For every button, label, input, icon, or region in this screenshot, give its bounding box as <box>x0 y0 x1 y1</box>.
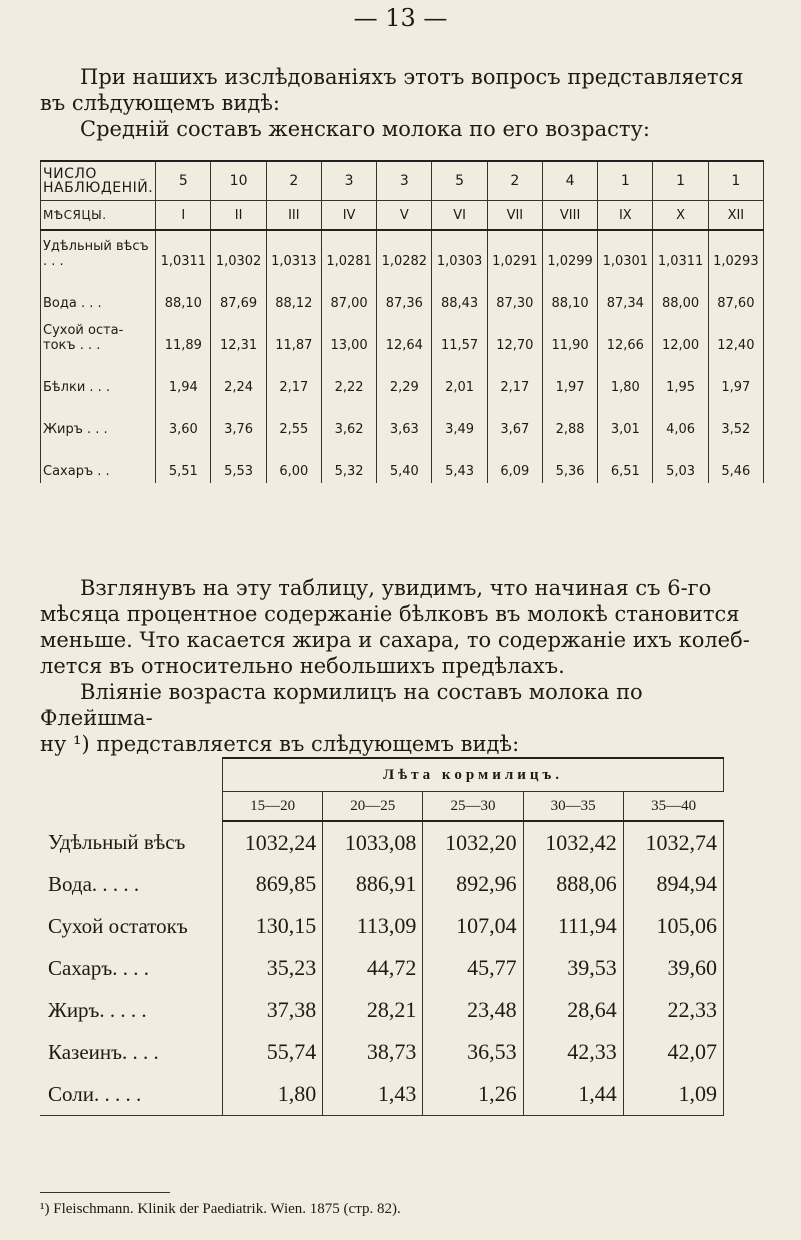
value-cell: 6,00 <box>266 441 321 483</box>
row-label: Вода. . . . . <box>40 863 223 905</box>
value-cell: 1,80 <box>598 357 653 399</box>
value-cell: 12,40 <box>708 315 763 357</box>
value-cell: 12,00 <box>653 315 708 357</box>
value-cell: 5,36 <box>542 441 597 483</box>
count-cell: 3 <box>321 161 376 201</box>
value-cell: 2,17 <box>266 357 321 399</box>
count-cell: 5 <box>432 161 487 201</box>
value-cell: 3,60 <box>156 399 211 441</box>
value-cell: 38,73 <box>323 1031 423 1073</box>
value-cell: 2,55 <box>266 399 321 441</box>
month-cell: VII <box>487 201 542 231</box>
value-cell: 3,52 <box>708 399 763 441</box>
value-cell: 23,48 <box>423 989 523 1031</box>
value-cell: 12,64 <box>377 315 432 357</box>
value-cell: 1,0281 <box>321 230 376 273</box>
value-cell: 1,0291 <box>487 230 542 273</box>
value-cell: 1032,42 <box>523 821 623 863</box>
value-cell: 87,69 <box>211 273 266 315</box>
value-cell: 44,72 <box>323 947 423 989</box>
observations-label: ЧИСЛО НАБЛЮДЕНІЙ. <box>41 161 156 201</box>
row-label: Сахаръ. . . . <box>40 947 223 989</box>
value-cell: 87,00 <box>321 273 376 315</box>
count-cell: 1 <box>708 161 763 201</box>
footnote-rule <box>40 1192 170 1193</box>
value-cell: 1,97 <box>542 357 597 399</box>
value-cell: 113,09 <box>323 905 423 947</box>
value-cell: 11,87 <box>266 315 321 357</box>
value-cell: 111,94 <box>523 905 623 947</box>
value-cell: 87,34 <box>598 273 653 315</box>
discussion-line-5: Вліяніе возраста кормилицъ на составъ молока по Флейшма- <box>40 680 643 730</box>
value-cell: 1,94 <box>156 357 211 399</box>
intro-line-1: При нашихъ изслѣдованіяхъ этотъ вопросъ представляется <box>80 65 744 89</box>
value-cell: 13,00 <box>321 315 376 357</box>
month-cell: XII <box>708 201 763 231</box>
table2-body <box>40 821 724 1116</box>
discussion-line-3: меньше. Что касается жира и сахара, то содержаніе ихъ колеб- <box>40 628 750 652</box>
count-cell: 3 <box>377 161 432 201</box>
value-cell: 5,53 <box>211 441 266 483</box>
value-cell: 105,06 <box>623 905 723 947</box>
milk-by-nurse-age-table <box>40 757 724 1116</box>
value-cell: 1,0302 <box>211 230 266 273</box>
value-cell: 1,0282 <box>377 230 432 273</box>
value-cell: 1,09 <box>623 1073 723 1116</box>
value-cell: 4,06 <box>653 399 708 441</box>
value-cell: 1,97 <box>708 357 763 399</box>
value-cell: 1,0311 <box>653 230 708 273</box>
table2-row <box>40 947 724 989</box>
value-cell: 1,0313 <box>266 230 321 273</box>
value-cell: 12,66 <box>598 315 653 357</box>
row-label: Сухой остатокъ <box>40 905 223 947</box>
age-cell: 25—30 <box>423 792 523 822</box>
month-cell: IV <box>321 201 376 231</box>
value-cell: 2,88 <box>542 399 597 441</box>
age-cell: 15—20 <box>223 792 323 822</box>
row-label: Вода . . . <box>41 273 156 315</box>
value-cell: 1,43 <box>323 1073 423 1116</box>
count-cell: 10 <box>211 161 266 201</box>
age-cell: 20—25 <box>323 792 423 822</box>
value-cell: 1032,24 <box>223 821 323 863</box>
row-label: Казеинъ. . . . <box>40 1031 223 1073</box>
months-label: МѢСЯЦЫ. <box>41 201 156 231</box>
value-cell: 12,70 <box>487 315 542 357</box>
value-cell: 1,0293 <box>708 230 763 273</box>
value-cell: 2,01 <box>432 357 487 399</box>
value-cell: 1,80 <box>223 1073 323 1116</box>
count-cell: 4 <box>542 161 597 201</box>
title-row <box>40 758 724 792</box>
table1-row <box>41 315 764 357</box>
row-label: Бѣлки . . . <box>41 357 156 399</box>
value-cell: 5,03 <box>653 441 708 483</box>
intro-line-3: Среднiй составъ женскаго молока по его возрасту: <box>80 117 650 141</box>
value-cell: 107,04 <box>423 905 523 947</box>
value-cell: 1,0311 <box>156 230 211 273</box>
value-cell: 88,12 <box>266 273 321 315</box>
value-cell: 39,53 <box>523 947 623 989</box>
observations-row <box>41 161 764 201</box>
value-cell: 6,51 <box>598 441 653 483</box>
value-cell: 11,90 <box>542 315 597 357</box>
discussion-paragraph <box>40 575 762 757</box>
table1-row <box>41 357 764 399</box>
value-cell: 886,91 <box>323 863 423 905</box>
value-cell: 45,77 <box>423 947 523 989</box>
count-cell: 2 <box>487 161 542 201</box>
value-cell: 2,17 <box>487 357 542 399</box>
row-label: Жиръ. . . . . <box>40 989 223 1031</box>
age-cell: 35—40 <box>623 792 723 822</box>
value-cell: 5,51 <box>156 441 211 483</box>
value-cell: 1033,08 <box>323 821 423 863</box>
value-cell: 37,38 <box>223 989 323 1031</box>
value-cell: 88,10 <box>542 273 597 315</box>
row-label: Сахаръ . . <box>41 441 156 483</box>
value-cell: 36,53 <box>423 1031 523 1073</box>
value-cell: 3,62 <box>321 399 376 441</box>
value-cell: 1,44 <box>523 1073 623 1116</box>
row-label: Соли. . . . . <box>40 1073 223 1116</box>
value-cell: 1,0301 <box>598 230 653 273</box>
month-cell: III <box>266 201 321 231</box>
value-cell: 11,89 <box>156 315 211 357</box>
value-cell: 1,0299 <box>542 230 597 273</box>
table2-row <box>40 1031 724 1073</box>
row-label: Жиръ . . . <box>41 399 156 441</box>
table1-row <box>41 273 764 315</box>
table2-row <box>40 989 724 1031</box>
value-cell: 2,24 <box>211 357 266 399</box>
count-cell: 5 <box>156 161 211 201</box>
value-cell: 5,32 <box>321 441 376 483</box>
month-cell: X <box>653 201 708 231</box>
discussion-line-2: мѣсяца процентное содержаніе бѣлковъ въ молокѣ становится <box>40 602 740 626</box>
table1-row <box>41 399 764 441</box>
value-cell: 3,49 <box>432 399 487 441</box>
value-cell: 892,96 <box>423 863 523 905</box>
value-cell: 1032,20 <box>423 821 523 863</box>
value-cell: 5,46 <box>708 441 763 483</box>
count-cell: 1 <box>653 161 708 201</box>
table2-row <box>40 905 724 947</box>
age-cell: 30—35 <box>523 792 623 822</box>
table2-row <box>40 863 724 905</box>
value-cell: 87,60 <box>708 273 763 315</box>
row-label: Удѣльный вѣсъ <box>40 821 223 863</box>
value-cell: 1,0303 <box>432 230 487 273</box>
value-cell: 42,33 <box>523 1031 623 1073</box>
value-cell: 2,29 <box>377 357 432 399</box>
value-cell: 42,07 <box>623 1031 723 1073</box>
value-cell: 88,00 <box>653 273 708 315</box>
value-cell: 55,74 <box>223 1031 323 1073</box>
label-header-spacer <box>40 758 223 821</box>
discussion-line-1: Взглянувъ на эту таблицу, увидимъ, что начиная съ 6-го <box>80 576 712 600</box>
table2-title: Лѣта кормилицъ. <box>223 758 724 792</box>
months-row <box>41 201 764 231</box>
value-cell: 35,23 <box>223 947 323 989</box>
month-cell: I <box>156 201 211 231</box>
month-cell: VI <box>432 201 487 231</box>
value-cell: 3,63 <box>377 399 432 441</box>
count-cell: 1 <box>598 161 653 201</box>
value-cell: 6,09 <box>487 441 542 483</box>
value-cell: 130,15 <box>223 905 323 947</box>
value-cell: 39,60 <box>623 947 723 989</box>
value-cell: 28,21 <box>323 989 423 1031</box>
discussion-line-4: лется въ относительно небольшихъ предѣлахъ. <box>40 654 565 678</box>
value-cell: 22,33 <box>623 989 723 1031</box>
value-cell: 5,40 <box>377 441 432 483</box>
table1-body <box>41 230 764 483</box>
value-cell: 894,94 <box>623 863 723 905</box>
value-cell: 1032,74 <box>623 821 723 863</box>
value-cell: 3,76 <box>211 399 266 441</box>
intro-line-2: въ слѣдующемъ видѣ: <box>40 91 281 115</box>
table2-row <box>40 1073 724 1116</box>
month-cell: IX <box>598 201 653 231</box>
table1-row <box>41 441 764 483</box>
value-cell: 1,26 <box>423 1073 523 1116</box>
value-cell: 869,85 <box>223 863 323 905</box>
value-cell: 87,30 <box>487 273 542 315</box>
value-cell: 5,43 <box>432 441 487 483</box>
value-cell: 888,06 <box>523 863 623 905</box>
value-cell: 1,95 <box>653 357 708 399</box>
month-cell: V <box>377 201 432 231</box>
value-cell: 3,67 <box>487 399 542 441</box>
value-cell: 28,64 <box>523 989 623 1031</box>
footnote: ¹) Fleischmann. Klinik der Paediatrik. Wien. 1875 (стр. 82). <box>40 1201 401 1217</box>
value-cell: 87,36 <box>377 273 432 315</box>
row-label: Сухой оста-токъ . . . <box>41 315 156 357</box>
value-cell: 88,10 <box>156 273 211 315</box>
discussion-line-6: ну ¹) представляется въ слѣдующемъ видѣ: <box>40 732 520 756</box>
value-cell: 11,57 <box>432 315 487 357</box>
milk-by-month-table <box>40 160 764 483</box>
month-cell: VIII <box>542 201 597 231</box>
table1-row <box>41 230 764 273</box>
value-cell: 2,22 <box>321 357 376 399</box>
value-cell: 3,01 <box>598 399 653 441</box>
row-label: Удѣльный вѣсъ . . . <box>41 230 156 273</box>
intro-paragraph <box>40 64 762 142</box>
page-number: — 13 — <box>353 4 448 32</box>
value-cell: 12,31 <box>211 315 266 357</box>
count-cell: 2 <box>266 161 321 201</box>
table2-row <box>40 821 724 863</box>
value-cell: 88,43 <box>432 273 487 315</box>
month-cell: II <box>211 201 266 231</box>
